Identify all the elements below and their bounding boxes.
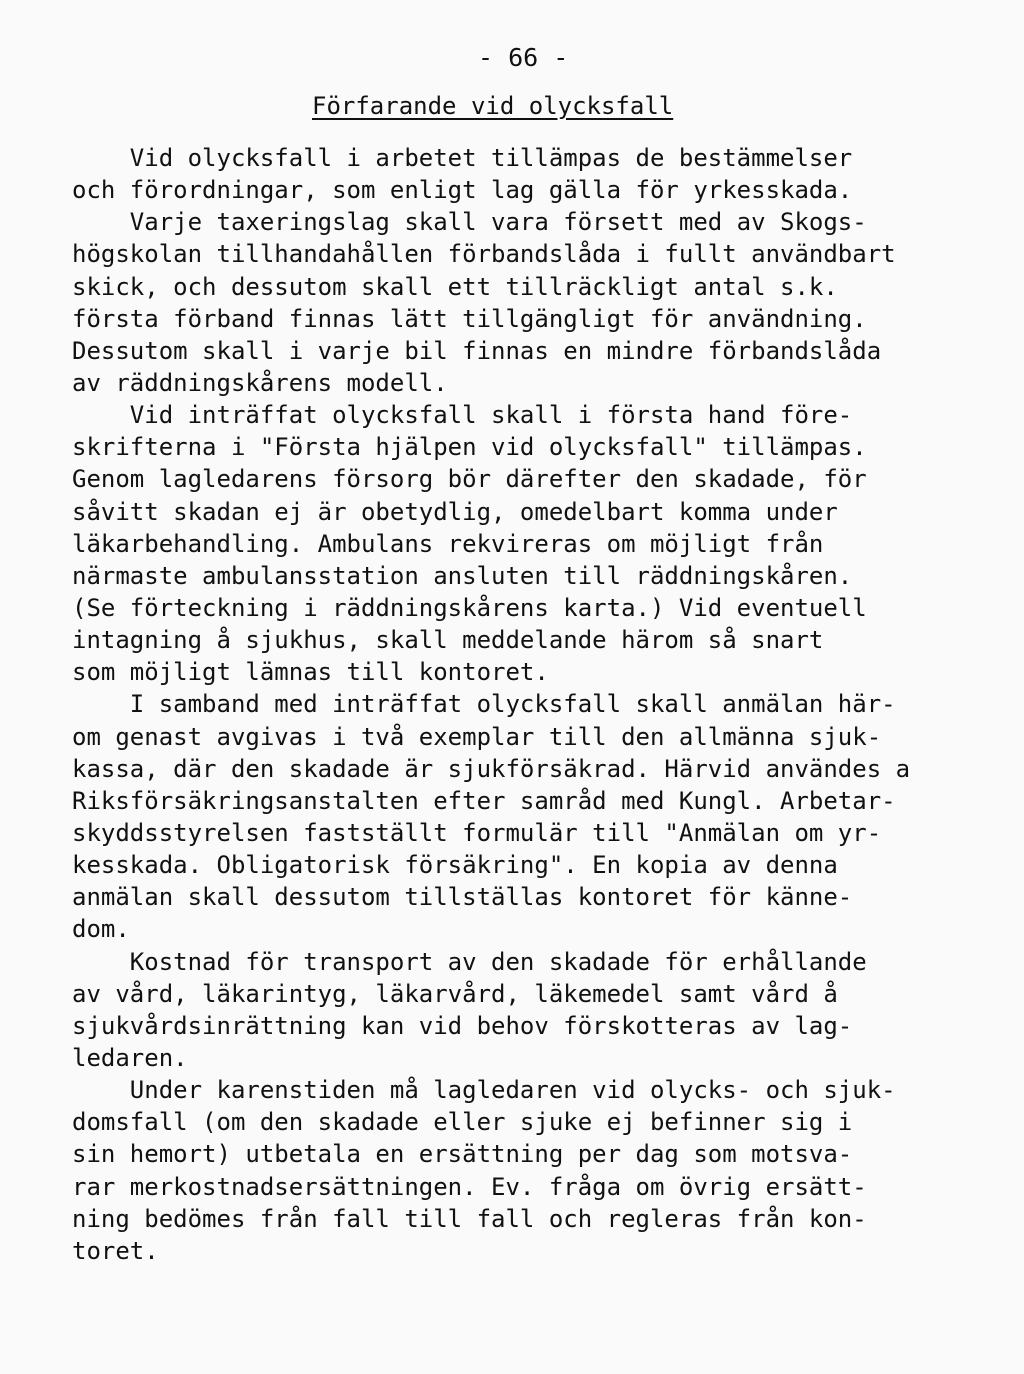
text-line: Vid inträffat olycksfall skall i första hand före- [72, 401, 853, 430]
text-line: skrifterna i "Första hjälpen vid olycksfall" tillämpas. [72, 433, 867, 462]
text-line: rar merkostnadsersättningen. Ev. fråga om övrig ersätt- [72, 1172, 867, 1201]
text-line: närmaste ambulansstation ansluten till räddningskåren. [72, 561, 853, 590]
text-line: kassa, där den skadade är sjukförsäkrad. Härvid användes a [72, 754, 911, 783]
text-line: Riksförsäkringsanstalten efter samråd med Kungl. Arbetar- [72, 786, 896, 815]
text-line: I samband med inträffat olycksfall skall anmälan här- [72, 690, 896, 719]
text-line: anmälan skall dessutom tillställas kontoret för känne- [72, 883, 853, 912]
text-line: Kostnad för transport av den skadade för erhållande [72, 947, 867, 976]
text-line: Under karenstiden må lagledaren vid olycks- och sjuk- [72, 1076, 896, 1105]
text-line: domsfall (om den skadade eller sjuke ej befinner sig i [72, 1108, 853, 1137]
text-line: dom. [72, 915, 130, 944]
text-line: Vid olycksfall i arbetet tillämpas de bestämmelser [72, 144, 853, 172]
text-line: toret. [72, 1236, 159, 1265]
text-line: sjukvårdsinrättning kan vid behov förskotteras av lag- [72, 1011, 853, 1040]
text-line: ning bedömes från fall till fall och regleras från kon- [72, 1204, 867, 1233]
text-line: sin hemort) utbetala en ersättning per dag som motsva- [72, 1140, 853, 1169]
body-text [72, 142, 1012, 1267]
text-line: skyddsstyrelsen fastställt formulär till "Anmälan om yr- [72, 818, 882, 847]
text-line: om genast avgivas i två exemplar till den allmänna sjuk- [72, 722, 882, 751]
section-heading: Förfarande vid olycksfall [312, 92, 674, 120]
text-line: som möjligt lämnas till kontoret. [72, 658, 549, 687]
text-line: intagning å sjukhus, skall meddelande härom så snart [72, 626, 824, 655]
page-number: - 66 - [478, 43, 569, 72]
text-line: högskolan tillhandahållen förbandslåda i fullt användbart [72, 240, 896, 269]
text-line: Varje taxeringslag skall vara försett med av Skogs- [72, 208, 867, 237]
text-line: läkarbehandling. Ambulans rekvireras om möjligt från [72, 529, 824, 558]
text-line: skick, och dessutom skall ett tillräckligt antal s.k. [72, 272, 838, 301]
text-line: första förband finnas lätt tillgängligt för användning. [72, 304, 867, 333]
text-line: (Se förteckning i räddningskårens karta.) Vid eventuell [72, 593, 867, 622]
text-line: och förordningar, som enligt lag gälla för yrkesskada. [72, 176, 853, 205]
text-line: av vård, läkarintyg, läkarvård, läkemedel samt vård å [72, 979, 838, 1008]
text-line: Dessutom skall i varje bil finnas en mindre förbandslåda [72, 336, 882, 365]
text-line: ledaren. [72, 1043, 188, 1072]
text-line: Genom lagledarens försorg bör därefter den skadade, för [72, 465, 867, 494]
text-line: såvitt skadan ej är obetydlig, omedelbart komma under [72, 497, 838, 526]
text-line: av räddningskårens modell. [72, 368, 448, 397]
text-line: kesskada. Obligatorisk försäkring". En kopia av denna [72, 851, 838, 880]
